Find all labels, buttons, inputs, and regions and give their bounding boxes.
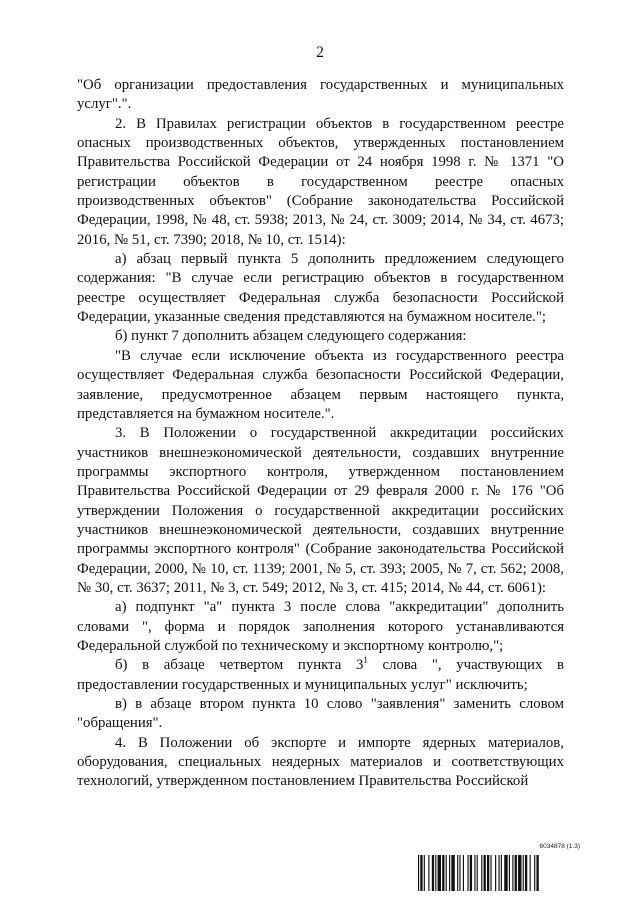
- barcode-bar: [457, 855, 458, 891]
- barcode-bar: [525, 855, 527, 891]
- barcode-bar: [481, 855, 482, 891]
- barcode-bar: [470, 855, 472, 891]
- barcode-bar: [490, 855, 491, 891]
- paragraph: "Об организации предоставления государственных и муниципальных услуг".".: [77, 77, 564, 113]
- paragraph: "В случае если исключение объекта из государственного реестра осуществляет Федеральная служба безопасности Российской Федерации, заявление, предусмотренное абзацем первым настоящего пункта, представляется на бумажном носителе.".: [77, 347, 564, 422]
- barcode: [418, 843, 580, 893]
- barcode-bar: [530, 855, 531, 891]
- barcode-bar: [499, 855, 500, 891]
- paragraph: 2. В Правилах регистрации объектов в государственном реестре опасных производственных объектов, утвержденных постановлением Правительства Российской Федерации от 24 ноября 1998 г. № 1371 "О регистрации объектов в государственном реестре опасных производственных объектов" (Собрание законодательства Российской Федерации, 1998, № 48, ст. 5938; 2013, № 24, ст. 3009; 2014, № 34, ст. 4673; 2016, № 51, ст. 7390; 2018, № 10, ст. 1514):: [77, 115, 564, 248]
- barcode-bar: [428, 855, 429, 891]
- barcode-bar: [509, 855, 510, 891]
- paragraph: в) в абзаце втором пункта 10 слово "заявления" заменить словом "обращения".: [77, 696, 564, 732]
- barcode-bar: [523, 855, 524, 891]
- barcode-bar: [484, 855, 486, 891]
- barcode-bar: [495, 855, 496, 891]
- paragraph: а) абзац первый пункта 5 дополнить предложением следующего содержания: "В случае если регистрацию объектов в государственном реестре осуществляет Федеральная служба безопасности Российской Федерации, указанные сведения представляются на бумажном носителе.";: [77, 251, 564, 326]
- barcode-bar: [420, 855, 422, 891]
- barcode-bar: [463, 855, 464, 891]
- barcode-bar: [474, 855, 475, 891]
- barcode-bar: [515, 855, 517, 891]
- barcode-bar: [442, 855, 444, 891]
- barcode-bar: [432, 855, 434, 891]
- paragraph: 4. В Положении об экспорте и импорте ядерных материалов, оборудования, специальных неядерных материалов и соответствующих технологий, утвержденном постановлением Правительства Российской: [77, 734, 564, 790]
- paragraph-text-after: слова ", участвующих в предоставлении государственных и муниципальных услуг" исключить;: [77, 657, 564, 693]
- barcode-bar: [477, 855, 478, 891]
- paragraph: 3. В Положении о государственной аккредитации российских участников внешнеэкономической деятельности, создавших внутренние программы экспортного контроля, утвержденном постановлением Правительства Российской Федерации от 29 февраля 2000 г. № 176 "Об утверждении Положения о государственной аккредитации российских участников внешнеэкономической деятельности, создавших внутренние программы экспортного контроля" (Собрание законодательства Российской Федерации, 2000, № 10, ст. 1139; 2001, № 5, ст. 393; 2005, № 7, ст. 562; 2008, № 30, ст. 3637; 2011, № 3, ст. 549; 2012, № 3, ст. 415; 2014, № 44, ст. 6061):: [77, 425, 564, 596]
- barcode-bar: [536, 855, 538, 891]
- paragraph-text-before: б) в абзаце четвертом пункта 3: [115, 657, 364, 674]
- barcode-bar: [451, 855, 454, 891]
- paragraph-with-superscript: [77, 656, 564, 695]
- barcode-bar: [459, 855, 460, 891]
- document-body: [77, 76, 564, 792]
- paragraph: б) пункт 7 дополнить абзацем следующего содержания:: [115, 328, 467, 345]
- barcode-bar: [534, 855, 535, 891]
- barcode-bar: [438, 855, 441, 891]
- barcode-bars: [418, 855, 580, 891]
- barcode-number: 6034878 (1.3): [539, 843, 580, 850]
- barcode-bar: [518, 855, 521, 891]
- paragraph: а) подпункт "а" пункта 3 после слова "аккредитации" дополнить словами ", форма и порядок заполнения которого устанавливаются Федеральной службой по техническому и экспортному контролю,";: [77, 599, 564, 654]
- barcode-bar: [504, 855, 507, 891]
- barcode-bar: [487, 855, 489, 891]
- barcode-bar: [467, 855, 468, 891]
- barcode-bar: [449, 855, 450, 891]
- superscript: 1: [363, 655, 368, 666]
- barcode-bar: [435, 855, 436, 891]
- barcode-bar: [501, 855, 502, 891]
- barcode-bar: [424, 855, 425, 891]
- barcode-bar: [418, 855, 419, 891]
- barcode-bar: [446, 855, 447, 891]
- barcode-bar: [512, 855, 513, 891]
- page-number: 2: [316, 44, 324, 61]
